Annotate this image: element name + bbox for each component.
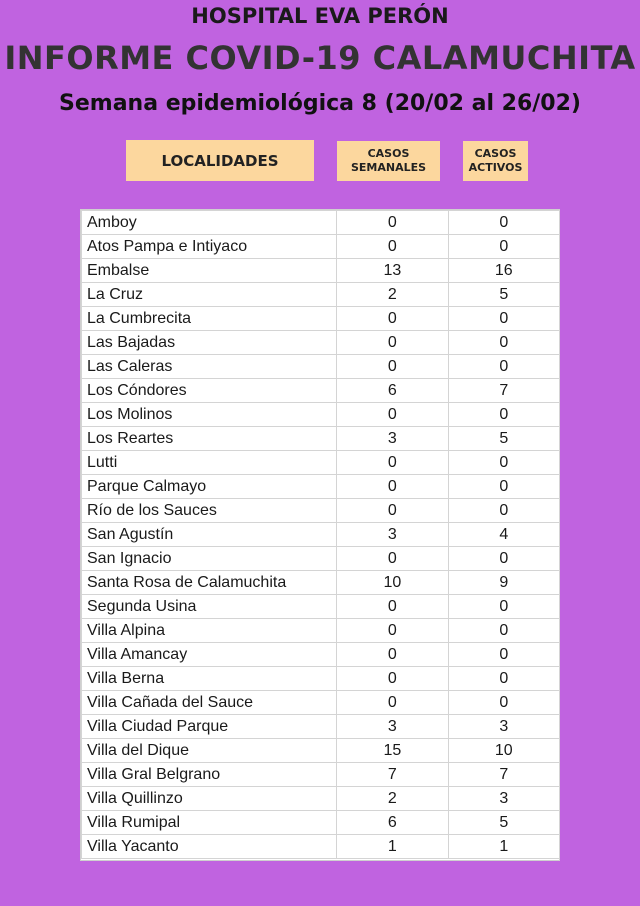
- row-casos-semanales: 0: [337, 331, 448, 355]
- report-title: INFORME COVID-19 CALAMUCHITA: [4, 39, 636, 77]
- table-row: [82, 811, 560, 835]
- row-casos-activos: 0: [448, 331, 559, 355]
- row-casos-activos: 0: [448, 211, 559, 235]
- table-row: [82, 835, 560, 859]
- row-localidad: Amboy: [82, 211, 337, 235]
- row-casos-activos: 0: [448, 499, 559, 523]
- row-casos-semanales: 0: [337, 667, 448, 691]
- row-casos-semanales: 7: [337, 763, 448, 787]
- row-localidad: Santa Rosa de Calamuchita: [82, 571, 337, 595]
- table-row: [82, 547, 560, 571]
- row-casos-semanales: 0: [337, 691, 448, 715]
- row-casos-activos: 10: [448, 739, 559, 763]
- row-casos-semanales: 0: [337, 211, 448, 235]
- table-row: [82, 355, 560, 379]
- column-header-casos-semanales: CASOS SEMANALES: [337, 141, 440, 181]
- row-casos-semanales: 3: [337, 523, 448, 547]
- row-casos-semanales: 0: [337, 643, 448, 667]
- row-casos-semanales: 10: [337, 571, 448, 595]
- row-casos-semanales: 0: [337, 475, 448, 499]
- table-row: [82, 619, 560, 643]
- row-localidad: Los Molinos: [82, 403, 337, 427]
- row-localidad: Río de los Sauces: [82, 499, 337, 523]
- table-row: [82, 427, 560, 451]
- table-row: [82, 451, 560, 475]
- row-casos-activos: 9: [448, 571, 559, 595]
- row-localidad: San Agustín: [82, 523, 337, 547]
- row-localidad: Villa Yacanto: [82, 835, 337, 859]
- table-row: [82, 739, 560, 763]
- row-casos-activos: 0: [448, 595, 559, 619]
- table-row: [82, 787, 560, 811]
- row-casos-activos: 16: [448, 259, 559, 283]
- row-localidad: Villa Amancay: [82, 643, 337, 667]
- table-row: [82, 499, 560, 523]
- row-casos-activos: 1: [448, 835, 559, 859]
- row-casos-semanales: 0: [337, 403, 448, 427]
- table-row: [82, 691, 560, 715]
- row-casos-semanales: 0: [337, 451, 448, 475]
- row-casos-activos: 0: [448, 355, 559, 379]
- row-casos-activos: 7: [448, 763, 559, 787]
- row-localidad: Villa Alpina: [82, 619, 337, 643]
- row-localidad: San Ignacio: [82, 547, 337, 571]
- row-casos-semanales: 0: [337, 499, 448, 523]
- table-row: [82, 571, 560, 595]
- hospital-name: HOSPITAL EVA PERÓN: [191, 4, 449, 28]
- row-casos-semanales: 3: [337, 715, 448, 739]
- table-row: [82, 307, 560, 331]
- row-casos-activos: 0: [448, 403, 559, 427]
- row-localidad: Los Cóndores: [82, 379, 337, 403]
- table-row: [82, 763, 560, 787]
- row-localidad: Villa Gral Belgrano: [82, 763, 337, 787]
- row-casos-semanales: 6: [337, 811, 448, 835]
- row-casos-activos: 0: [448, 643, 559, 667]
- row-localidad: Villa Cañada del Sauce: [82, 691, 337, 715]
- row-casos-semanales: 13: [337, 259, 448, 283]
- row-localidad: Las Bajadas: [82, 331, 337, 355]
- row-casos-activos: 3: [448, 715, 559, 739]
- table-row: [82, 331, 560, 355]
- table-row: [82, 643, 560, 667]
- row-casos-activos: 4: [448, 523, 559, 547]
- row-casos-semanales: 0: [337, 547, 448, 571]
- row-casos-semanales: 0: [337, 235, 448, 259]
- column-header-localidades: LOCALIDADES: [126, 140, 314, 181]
- row-localidad: Villa Ciudad Parque: [82, 715, 337, 739]
- table-row: [82, 595, 560, 619]
- row-localidad: Atos Pampa e Intiyaco: [82, 235, 337, 259]
- row-casos-semanales: 1: [337, 835, 448, 859]
- table-row: [82, 283, 560, 307]
- cases-table-body: [82, 211, 560, 859]
- cases-table: [80, 209, 560, 861]
- row-localidad: La Cruz: [82, 283, 337, 307]
- row-localidad: Lutti: [82, 451, 337, 475]
- table-row: [82, 259, 560, 283]
- row-localidad: Segunda Usina: [82, 595, 337, 619]
- row-casos-activos: 0: [448, 235, 559, 259]
- row-casos-semanales: 0: [337, 595, 448, 619]
- row-casos-activos: 0: [448, 667, 559, 691]
- row-localidad: Villa Berna: [82, 667, 337, 691]
- table-row: [82, 235, 560, 259]
- row-casos-activos: 0: [448, 691, 559, 715]
- row-casos-semanales: 15: [337, 739, 448, 763]
- row-casos-semanales: 6: [337, 379, 448, 403]
- row-casos-activos: 0: [448, 475, 559, 499]
- table-row: [82, 667, 560, 691]
- row-casos-activos: 5: [448, 283, 559, 307]
- row-localidad: Embalse: [82, 259, 337, 283]
- row-casos-activos: 0: [448, 307, 559, 331]
- table-row: [82, 523, 560, 547]
- row-localidad: Villa Quillinzo: [82, 787, 337, 811]
- row-localidad: Villa Rumipal: [82, 811, 337, 835]
- row-casos-semanales: 2: [337, 787, 448, 811]
- table-row: [82, 211, 560, 235]
- column-header-casos-activos: CASOS ACTIVOS: [463, 141, 528, 181]
- row-casos-activos: 5: [448, 811, 559, 835]
- row-casos-activos: 3: [448, 787, 559, 811]
- row-localidad: La Cumbrecita: [82, 307, 337, 331]
- row-casos-activos: 7: [448, 379, 559, 403]
- row-casos-activos: 5: [448, 427, 559, 451]
- row-casos-semanales: 3: [337, 427, 448, 451]
- row-casos-semanales: 0: [337, 355, 448, 379]
- row-casos-activos: 0: [448, 547, 559, 571]
- row-casos-semanales: 2: [337, 283, 448, 307]
- row-casos-activos: 0: [448, 451, 559, 475]
- row-localidad: Los Reartes: [82, 427, 337, 451]
- table-row: [82, 379, 560, 403]
- row-casos-activos: 0: [448, 619, 559, 643]
- row-casos-semanales: 0: [337, 619, 448, 643]
- row-localidad: Villa del Dique: [82, 739, 337, 763]
- row-localidad: Las Caleras: [82, 355, 337, 379]
- table-row: [82, 715, 560, 739]
- row-casos-semanales: 0: [337, 307, 448, 331]
- report-subtitle: Semana epidemiológica 8 (20/02 al 26/02): [59, 91, 581, 116]
- table-row: [82, 475, 560, 499]
- row-localidad: Parque Calmayo: [82, 475, 337, 499]
- table-row: [82, 403, 560, 427]
